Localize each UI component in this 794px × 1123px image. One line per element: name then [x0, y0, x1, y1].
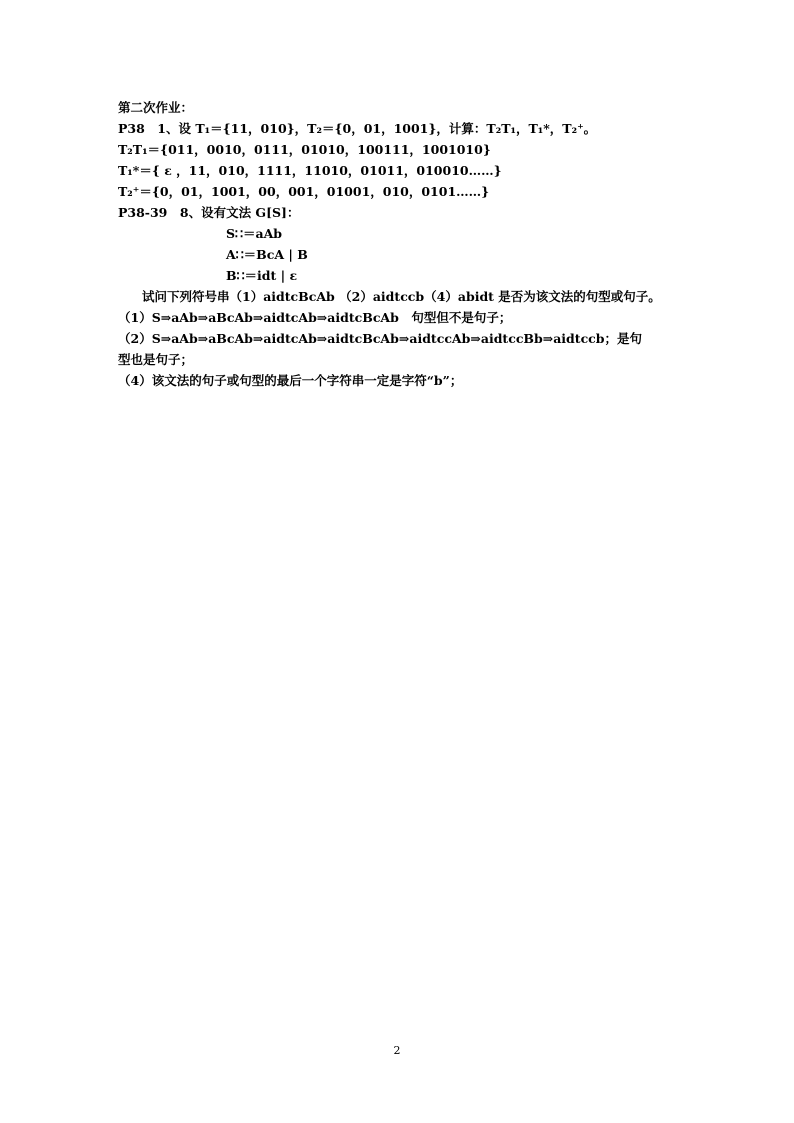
answer-t2-plus: T₂⁺＝{0，01，1001，00，001，01001，010，0101……} [118, 184, 490, 199]
answer-1: （1）S⇒aAb⇒aBcAb⇒aidtcAb⇒aidtcBcAb 句型但不是句子； [118, 310, 512, 325]
grammar-rule-a: A∷＝BcA | B [226, 247, 308, 262]
grammar-rule-b: B∷＝idt | ε [226, 268, 298, 283]
answer-2-line2: 型也是句子； [118, 352, 194, 367]
page-number: 2 [393, 1044, 401, 1057]
problem1-prompt: P38 1、设 T₁＝{11，010}，T₂＝{0，01，1001}，计算：T₂T₁，T₁*，T₂⁺。 [118, 121, 597, 136]
grammar-rule-s: S∷＝aAb [226, 226, 283, 241]
problem2-prompt: P38-39 8、设有文法 G[S]： [118, 205, 300, 220]
answer-4: （4）该文法的句子或句型的最后一个字符串一定是字符“b”； [118, 373, 463, 388]
answer-2-line1: （2）S⇒aAb⇒aBcAb⇒aidtcAb⇒aidtcBcAb⇒aidtccAb⇒aidtccBb⇒aidtccb；是句 [118, 331, 643, 346]
homework-heading: 第二次作业： [118, 100, 194, 115]
answer-t1-star: T₁*＝{ ε ，11，010，1111，11010，01011，010010……} [118, 163, 502, 178]
problem2-question: 试问下列符号串（1）aidtcBcAb （2）aidtccb（4）abidt 是否为该文法的句型或句子。 [142, 289, 661, 304]
answer-t2t1: T₂T₁＝{011，0010，0111，01010，100111，1001010} [118, 142, 491, 157]
